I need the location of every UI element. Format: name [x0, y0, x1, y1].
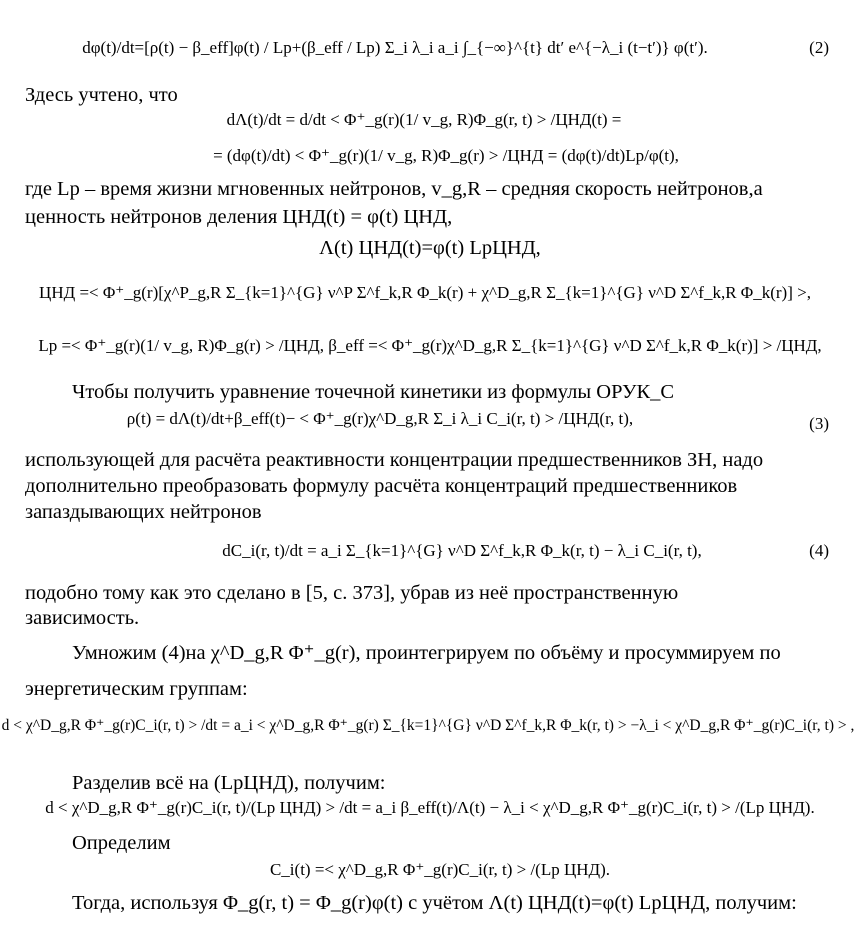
text-line: запаздывающих нейтронов	[25, 501, 262, 523]
text-line: ценность нейтронов деления ЦНД(t) = φ(t) ЦНД,	[25, 206, 453, 228]
text-line: где Lp – время жизни мгновенных нейтронов, v_g,R – средняя скорость нейтронов,а	[25, 178, 763, 200]
text-line: Разделив всё на (LpЦНД), получим:	[72, 772, 386, 794]
text-line: Тогда, используя Φ_g(r, t) = Φ_g(r)φ(t) с учётом Λ(t) ЦНД(t)=φ(t) LpЦНД, получим:	[72, 892, 797, 914]
text-line: подобно тому как это сделано в [5, с. 373], убрав из неё пространственную	[25, 582, 679, 604]
formula-line: = (dφ(t)/dt) < Φ⁺_g(r)(1/ v_g, R)Φ_g(r) > /ЦНД = (dφ(t)/dt)Lp/φ(t),	[213, 146, 679, 165]
equation-number: (4)	[809, 541, 829, 560]
equation-number: (2)	[809, 38, 829, 57]
text-line: Λ(t) ЦНД(t)=φ(t) LpЦНД,	[319, 237, 541, 259]
text-line: Определим	[72, 832, 171, 854]
formula-line: dC_i(r, t)/dt = a_i Σ_{k=1}^{G} ν^D Σ^f_k,R Φ_k(r, t) − λ_i C_i(r, t),	[222, 541, 702, 560]
text-line: Чтобы получить уравнение точечной кинетики из формулы ОРУК_С	[72, 381, 675, 403]
formula-line: dΛ(t)/dt = d/dt < Φ⁺_g(r)(1/ v_g, R)Φ_g(r, t) > /ЦНД(t) =	[226, 110, 622, 129]
text-line: Здесь учтено, что	[25, 84, 178, 106]
text-line: энергетическим группам:	[25, 678, 248, 700]
formula-line: d < χ^D_g,R Φ⁺_g(r)C_i(r, t) > /dt = a_i < χ^D_g,R Φ⁺_g(r) Σ_{k=1}^{G} ν^D Σ^f_k,R Φ_k(r, t) > −λ_i < χ^D_g,R Φ⁺_g(r)C_i(r, t) > ,	[1, 717, 855, 734]
equation-number: (3)	[809, 414, 829, 433]
formula-line: ЦНД =< Φ⁺_g(r)[χ^P_g,R Σ_{k=1}^{G} ν^P Σ^f_k,R Φ_k(r) + χ^D_g,R Σ_{k=1}^{G} ν^D Σ^f_k,R Φ_k(r)] >,	[39, 283, 811, 302]
text-line: зависимость.	[25, 607, 140, 629]
formula-line: ρ(t) = dΛ(t)/dt+β_eff(t)− < Φ⁺_g(r)χ^D_g,R Σ_i λ_i C_i(r, t) > /ЦНД(r, t),	[126, 409, 634, 428]
text-line: дополнительно преобразовать формулу расчёта концентраций предшественников	[25, 475, 738, 497]
text-line: Умножим (4)на χ^D_g,R Φ⁺_g(r), проинтегрируем по объёму и просуммируем по	[72, 642, 781, 664]
formula-line: dφ(t)/dt=[ρ(t) − β_eff]φ(t) / Lp+(β_eff / Lp) Σ_i λ_i a_i ∫_{−∞}^{t} dt′ e^{−λ_i (t−t′)} φ(t′).	[82, 38, 708, 57]
formula-line: Lp =< Φ⁺_g(r)(1/ v_g, R)Φ_g(r) > /ЦНД, β_eff =< Φ⁺_g(r)χ^D_g,R Σ_{k=1}^{G} ν^D Σ^f_k,R Φ_k(r)] > /ЦНД,	[38, 336, 822, 355]
formula-line: C_i(t) =< χ^D_g,R Φ⁺_g(r)C_i(r, t) > /(Lp ЦНД).	[269, 860, 611, 879]
formula-line: d < χ^D_g,R Φ⁺_g(r)C_i(r, t)/(Lp ЦНД) > /dt = a_i β_eff(t)/Λ(t) − λ_i < χ^D_g,R Φ⁺_g(r)C_i(r, t) > /(Lp ЦНД).	[45, 798, 815, 817]
text-line: использующей для расчёта реактивности концентрации предшественников ЗН, надо	[25, 449, 764, 471]
